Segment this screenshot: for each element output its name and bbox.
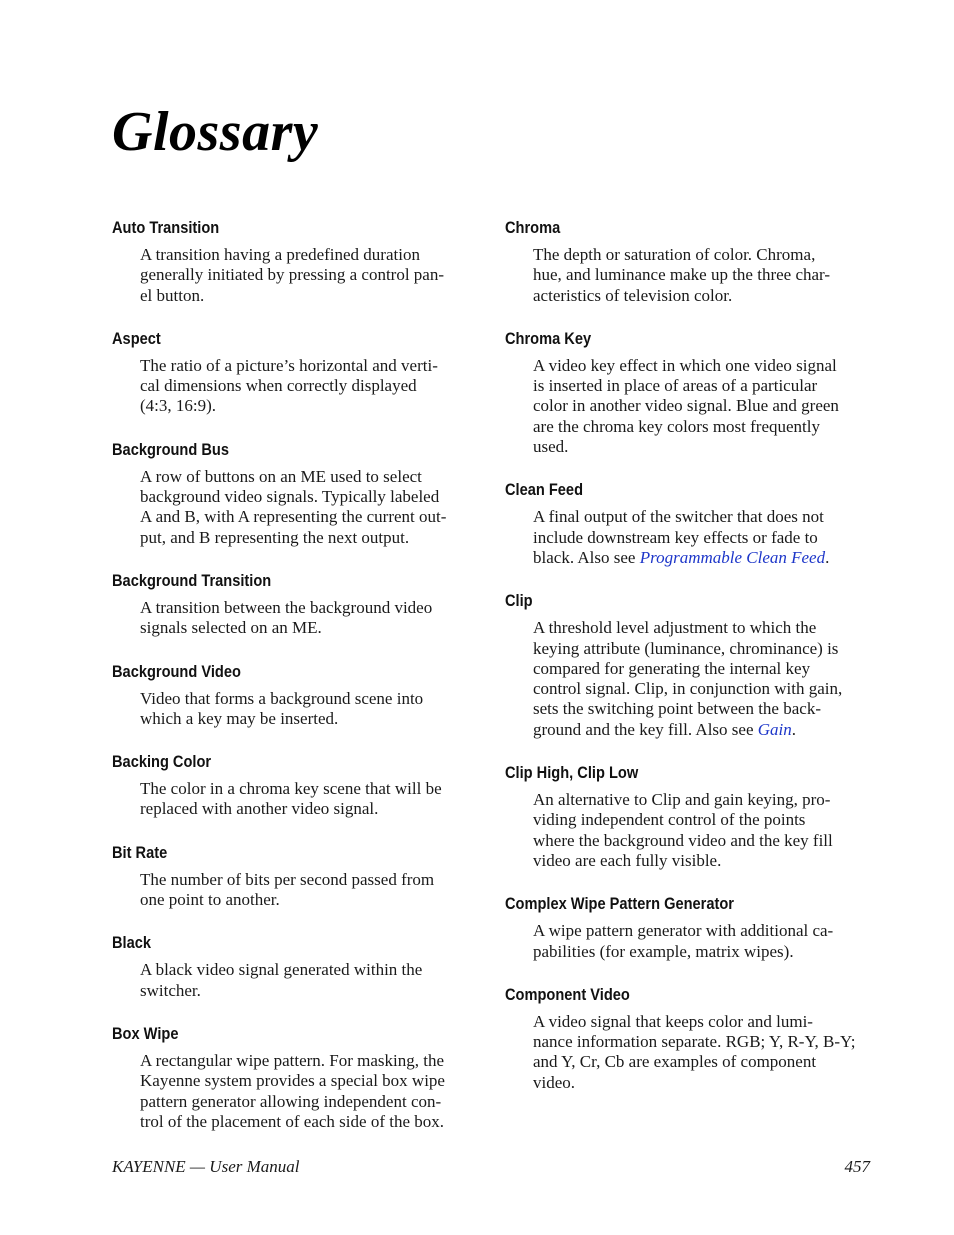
glossary-term: Auto Transition	[112, 218, 220, 237]
definition-line: trol of the placement of each side of the box.	[140, 1111, 444, 1131]
definition-text: black. Also see	[533, 547, 640, 567]
page-title: Glossary	[112, 101, 319, 163]
definition-line: and Y, Cr, Cb are examples of component	[533, 1052, 817, 1072]
definition-line: A threshold level adjustment to which the	[533, 618, 817, 638]
definition-line: Video that forms a background scene into	[140, 688, 424, 708]
glossary-term: Chroma	[505, 218, 561, 237]
glossary-term: Background Transition	[112, 570, 272, 590]
definition-line: used.	[533, 437, 569, 457]
definition-line: keying attribute (luminance, chrominance) is	[533, 638, 839, 658]
glossary-entry-background-video	[112, 660, 484, 730]
glossary-column-left	[112, 216, 484, 1132]
glossary-term: Background Video	[112, 661, 241, 681]
definition-line: one point to another.	[140, 890, 280, 910]
glossary-definition	[140, 467, 484, 548]
cross-reference-link[interactable]: Programmable Clean Feed	[639, 547, 826, 567]
glossary-term: Aspect	[112, 328, 161, 348]
definition-text: ground and the key fill. Also see	[533, 719, 758, 739]
definition-line: generally initiated by pressing a control pan-	[140, 265, 445, 285]
glossary-definition	[533, 507, 877, 568]
glossary-entry-background-transition	[112, 569, 484, 639]
definition-line: replaced with another video signal.	[140, 799, 379, 819]
glossary-entry-box-wipe	[112, 1022, 484, 1132]
definition-line: nance information separate. RGB; Y, R-Y, B-Y;	[533, 1032, 856, 1052]
glossary-term: Clip High, Clip Low	[505, 763, 639, 783]
glossary-definition	[533, 618, 877, 740]
definition-line: color in another video signal. Blue and green	[533, 396, 839, 416]
glossary-entry-background-bus	[112, 438, 484, 548]
definition-line: pattern generator allowing independent con-	[140, 1091, 442, 1111]
glossary-term: Background Bus	[112, 439, 229, 459]
definition-line: The ratio of a picture’s horizontal and verti-	[140, 355, 438, 375]
definition-line: include downstream key effects or fade to	[533, 527, 818, 547]
definition-line: (4:3, 16:9).	[140, 396, 217, 416]
definition-line: The number of bits per second passed from	[140, 869, 435, 889]
definition-line: video.	[533, 1072, 576, 1092]
glossary-definition	[533, 790, 877, 871]
glossary-definition	[140, 779, 484, 820]
definition-line: sets the switching point between the back-	[533, 699, 821, 719]
glossary-entry-bit-rate	[112, 841, 484, 911]
glossary-definition	[533, 356, 877, 457]
glossary-term: Clip	[505, 591, 533, 611]
definition-line: An alternative to Clip and gain keying, pro-	[533, 790, 831, 810]
definition-text: .	[825, 547, 830, 567]
definition-line	[533, 720, 877, 740]
definition-line: where the background video and the key fill	[533, 830, 833, 850]
footer-manual-title: KAYENNE — User Manual	[112, 1157, 300, 1176]
glossary-entry-chroma	[505, 216, 877, 306]
definition-line: which a key may be inserted.	[140, 708, 339, 728]
glossary-term: Bit Rate	[112, 842, 168, 862]
glossary-entry-complex-wipe-pattern-generator	[505, 892, 877, 962]
glossary-term: Complex Wipe Pattern Generator	[505, 894, 734, 914]
glossary-term: Clean Feed	[505, 480, 584, 500]
glossary-definition	[533, 1012, 877, 1093]
definition-line: background video signals. Typically labeled	[140, 487, 440, 507]
definition-text: .	[791, 719, 796, 739]
definition-line: is inserted in place of areas of a particular	[533, 376, 818, 396]
glossary-term: Black	[112, 933, 152, 953]
definition-line: put, and B representing the next output.	[140, 527, 410, 547]
definition-line: A row of buttons on an ME used to select	[140, 466, 422, 486]
definition-line: compared for generating the internal key	[533, 658, 811, 678]
definition-line: pabilities (for example, matrix wipes).	[533, 941, 794, 961]
definition-line: Kayenne system provides a special box wipe	[140, 1071, 445, 1091]
glossary-definition	[533, 245, 877, 306]
glossary-term: Box Wipe	[112, 1023, 179, 1043]
glossary-entry-clip-high-clip-low	[505, 761, 877, 871]
glossary-entry-aspect	[112, 327, 484, 417]
definition-line: A transition between the background video	[140, 597, 433, 617]
glossary-definition	[140, 1051, 484, 1132]
definition-line: viding independent control of the points	[533, 810, 806, 830]
glossary-entry-clean-feed	[505, 478, 877, 568]
glossary-term: Backing Color	[112, 752, 212, 772]
definition-line: A video signal that keeps color and lumi-	[533, 1011, 813, 1031]
glossary-entry-black	[112, 931, 484, 1001]
cross-reference-link[interactable]: Gain	[757, 719, 792, 739]
glossary-definition	[140, 689, 484, 730]
definition-line: signals selected on an ME.	[140, 618, 322, 638]
definition-line: A final output of the switcher that does not	[533, 507, 824, 527]
definition-line: are the chroma key colors most frequently	[533, 416, 821, 436]
glossary-definition	[140, 245, 484, 306]
glossary-entry-auto-transition	[112, 216, 484, 306]
definition-line: cal dimensions when correctly displayed	[140, 376, 417, 396]
definition-line: A transition having a predefined duration	[140, 245, 420, 264]
glossary-definition	[140, 870, 484, 911]
definition-line: video are each fully visible.	[533, 850, 722, 870]
definition-line: A video key effect in which one video signal	[533, 355, 837, 375]
glossary-column-right	[505, 216, 877, 1093]
definition-line: acteristics of television color.	[533, 285, 733, 305]
glossary-entry-component-video	[505, 983, 877, 1093]
definition-line	[533, 548, 877, 568]
glossary-entry-clip	[505, 589, 877, 740]
definition-line: A wipe pattern generator with additional ca-	[533, 921, 834, 941]
glossary-definition	[140, 356, 484, 417]
definition-line: The depth or saturation of color. Chroma,	[533, 245, 816, 264]
definition-line: A and B, with A representing the current out-	[140, 507, 447, 527]
definition-line: switcher.	[140, 980, 201, 1000]
glossary-definition	[140, 960, 484, 1001]
glossary-definition	[140, 598, 484, 639]
definition-line: el button.	[140, 285, 205, 305]
definition-line: The color in a chroma key scene that will be	[140, 779, 442, 799]
definition-line: A black video signal generated within the	[140, 960, 423, 980]
glossary-entry-chroma-key	[505, 327, 877, 457]
definition-line: control signal. Clip, in conjunction with gain,	[533, 679, 843, 699]
definition-line: hue, and luminance make up the three char-	[533, 265, 831, 285]
glossary-entry-backing-color	[112, 750, 484, 820]
glossary-term: Component Video	[505, 984, 630, 1004]
footer-page-number: 457	[844, 1157, 870, 1176]
definition-line: A rectangular wipe pattern. For masking, the	[140, 1050, 445, 1070]
glossary-term: Chroma Key	[505, 328, 592, 348]
glossary-definition	[533, 921, 877, 962]
